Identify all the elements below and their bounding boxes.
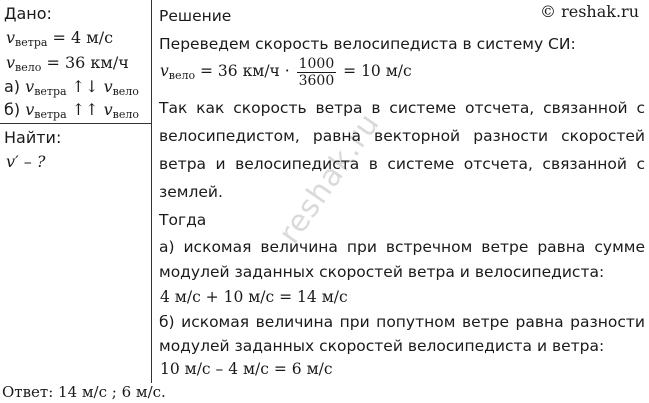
para1-line-3: ветра и велосипедиста в системе отсчета, связанной с: [159, 155, 645, 173]
calc-b: 10 м/с – 4 м/с = 6 м/с: [160, 360, 333, 378]
given-case-b: б) $v_{ветра}$ ↑↑ $v_{вело}$: [4, 100, 139, 121]
then-label: Тогда: [159, 211, 207, 229]
para-a-line-2: модулей заданных скоростей ветра и велосипедиста:: [159, 263, 605, 281]
given-v-bike: $v_{вело} = 36$ км/ч: [6, 53, 129, 74]
para-a-line-1: а) искомая величина при встречном ветре равна сумме: [159, 238, 645, 256]
answer: Ответ: 14 м/с ; 6 м/с.: [2, 383, 166, 401]
column-divider: [151, 0, 152, 383]
convert-text: Переведем скорость велосипедиста в систему СИ:: [159, 35, 576, 53]
solution-title: Решение: [159, 7, 232, 25]
speed-conversion-formula: $v_{вело} = 36$ км/ч · $\frac{1000}{3600}$ = 10 м/с: [160, 56, 412, 89]
watermark: reshak.ru: [272, 106, 387, 251]
find-title: Найти:: [4, 128, 62, 147]
para1-line-2: велосипедистом, равна векторной разности скоростей: [159, 127, 645, 145]
para-b-line-2: модулей заданных скоростей велосипедиста и ветра:: [159, 337, 605, 355]
given-case-a: а) $v_{ветра}$ ↑↓ $v_{вело}$: [4, 77, 139, 98]
given-title: Дано:: [4, 4, 52, 23]
para1-line-4: землей.: [159, 183, 223, 201]
para1-line-1: Так как скорость ветра в системе отсчета, связанной с: [159, 99, 645, 117]
conversion-fraction: $\frac{1000}{3600}$: [298, 56, 335, 89]
given-divider: [0, 123, 151, 124]
calc-a: 4 м/с + 10 м/с = 14 м/с: [160, 288, 348, 306]
brand-logo: © reshak.ru: [540, 2, 639, 21]
para-b-line-1: б) искомая величина при попутном ветре равна разности: [159, 313, 645, 331]
given-v-wind: $v_{ветра} = 4$ м/с: [6, 28, 114, 49]
find-expr: v′ – ?: [6, 152, 46, 171]
